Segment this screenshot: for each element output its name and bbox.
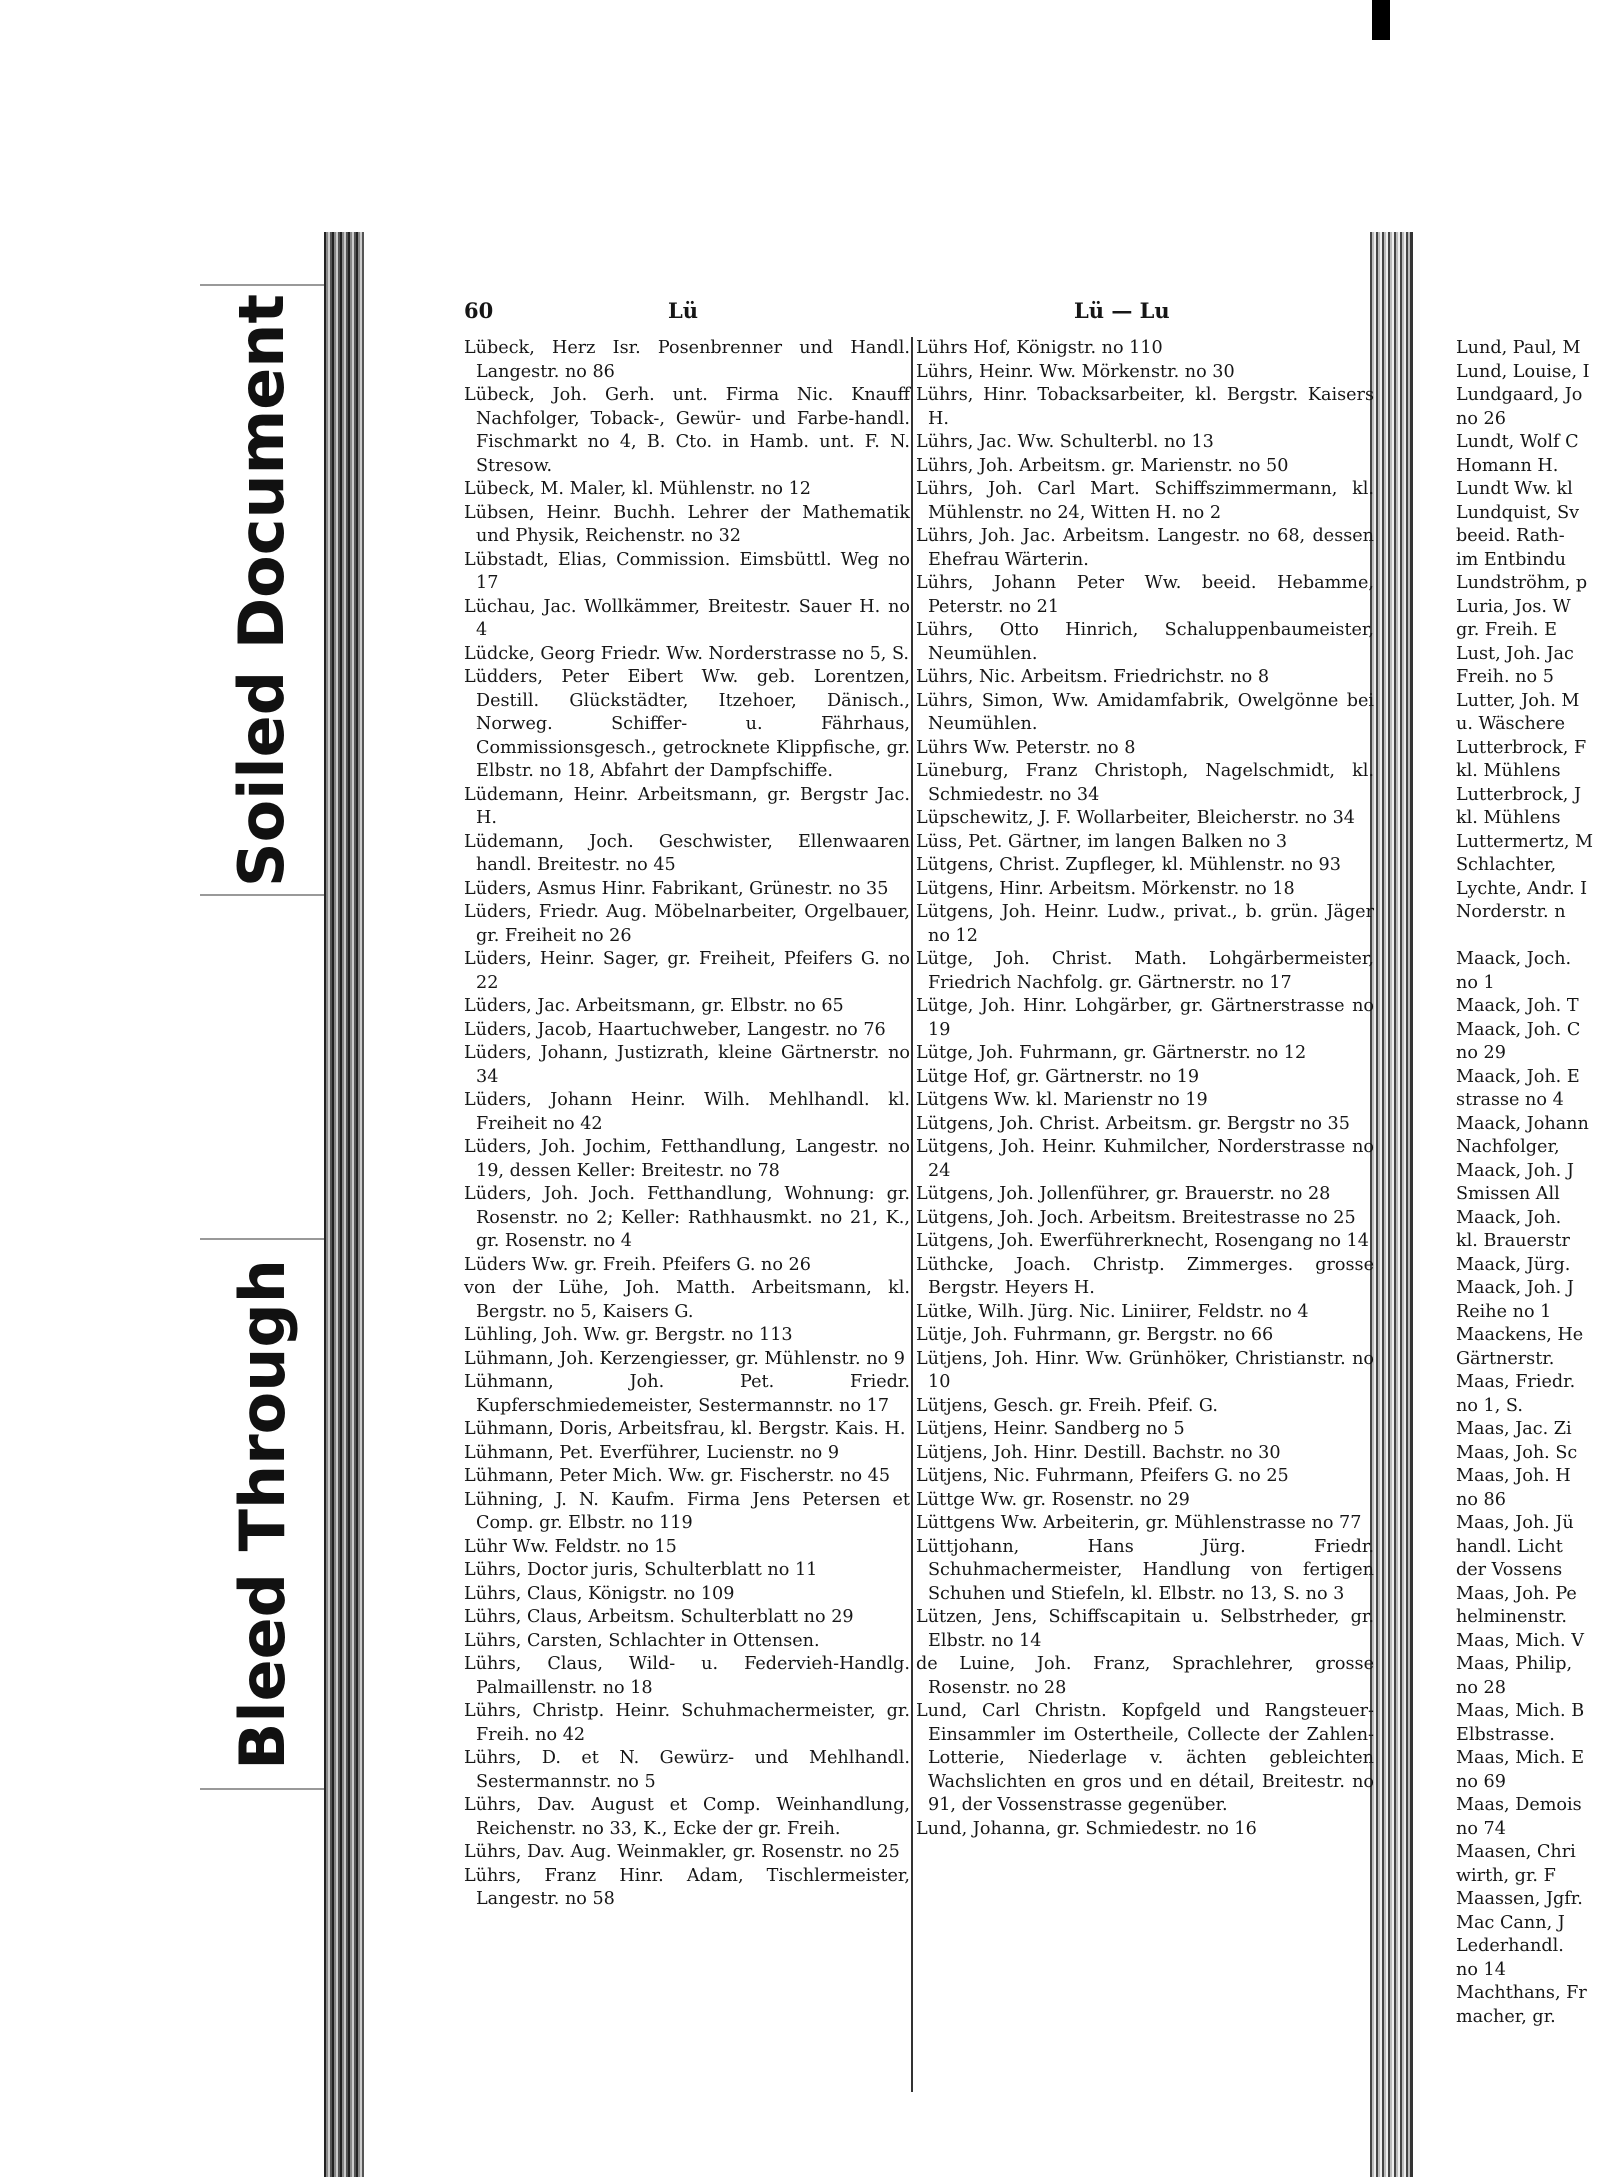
directory-entry: Lührs, Heinr. Ww. Mörkenstr. no 30 <box>916 361 1235 382</box>
directory-entry-fragment: no 86 <box>1456 1489 1506 1510</box>
directory-entry-fragment: no 1, S. <box>1456 1395 1523 1416</box>
directory-entry-fragment: no 1 <box>1456 972 1495 993</box>
directory-entry-fragment: Maas, Mich. B <box>1456 1701 1585 1721</box>
directory-entry-fragment: Lutter, Joh. M <box>1456 690 1580 711</box>
directory-entry-fragment: Maack, Joh. J <box>1456 1160 1574 1181</box>
directory-entry: Lütgens, Joh. Christ. Arbeitsm. gr. Bergstr no 35 <box>916 1113 1350 1134</box>
directory-entry: Lütgens, Joh. Jollenführer, gr. Brauerstr. no 28 <box>916 1184 1331 1204</box>
directory-entry-fragment: Maas, Joh. H <box>1456 1466 1571 1486</box>
directory-entry: Lübstadt, Elias, Commission. Eimsbüttl. Weg no 17 <box>464 549 910 593</box>
directory-entry-fragment: no 14 <box>1456 1959 1506 1980</box>
directory-entry: Lüders, Jacob, Haartuchweber, Langestr. no 76 <box>464 1019 886 1040</box>
directory-entry: Lübeck, M. Maler, kl. Mühlenstr. no 12 <box>464 479 811 499</box>
directory-entry: Lühling, Joh. Ww. gr. Bergstr. no 113 <box>464 1325 793 1345</box>
directory-entry: Lütjens, Heinr. Sandberg no 5 <box>916 1419 1185 1439</box>
directory-entry: Lührs, Dav. Aug. Weinmakler, gr. Rosenstr. no 25 <box>464 1842 900 1862</box>
directory-entry-fragment: Maas, Mich. E <box>1456 1748 1585 1768</box>
directory-entry: Lüders, Joh. Jochim, Fetthandlung, Langestr. no 19, dessen Keller: Breitestr. no 78 <box>464 1137 910 1181</box>
directory-entry: Lührs, Claus, Wild- u. Federvieh-Handlg. Palmaillenstr. no 18 <box>464 1654 910 1698</box>
directory-entry-fragment: Lundgaard, Jo <box>1456 385 1583 405</box>
bleed-through-label: Bleed Through <box>225 1258 299 1770</box>
directory-entry: Lütjens, Joh. Hinr. Ww. Grünhöker, Christianstr. no 10 <box>916 1348 1374 1392</box>
book-spine <box>324 232 364 2177</box>
directory-entry-fragment: macher, gr. <box>1456 2006 1556 2027</box>
directory-entry: Lüders, Joh. Joch. Fetthandlung, Wohnung: gr. Rosenstr. no 2; Keller: Rathhausmkt. no 21, K., gr. Rosenstr. no 4 <box>464 1184 910 1251</box>
directory-entry: Lührs, Claus, Arbeitsm. Schulterblatt no 29 <box>464 1607 854 1627</box>
directory-entry: Lüttge Ww. gr. Rosenstr. no 29 <box>916 1489 1190 1510</box>
directory-entry: Lütge, Joh. Fuhrmann, gr. Gärtnerstr. no 12 <box>916 1043 1307 1063</box>
directory-entry-fragment: no 74 <box>1456 1818 1506 1839</box>
directory-entry-fragment: Lutterbrock, J <box>1456 784 1581 805</box>
directory-entry-fragment: Reihe no 1 <box>1456 1301 1552 1322</box>
directory-entry-fragment: Maas, Philip, <box>1456 1654 1573 1674</box>
directory-entry: Lüttjohann, Hans Jürg. Friedr. Schuhmachermeister, Handlung von fertigen Schuhen und Stiefeln, kl. Elbstr. no 13, S. no 3 <box>916 1536 1374 1604</box>
directory-entry: Lund, Carl Christn. Kopfgeld und Rangsteuer-Einsammler im Ostertheile, Collecte der Zahlen-Lotterie, Niederlage v. ächten gebleichten Wachslichten en gros und en détail, Breitestr. no 91, der Vossenstrasse gegenüber. <box>916 1701 1374 1815</box>
directory-entry: Lührs, Simon, Ww. Amidamfabrik, Owelgönne bei Neumühlen. <box>916 690 1374 734</box>
directory-entry: Lühmann, Pet. Everführer, Lucienstr. no 9 <box>464 1442 840 1463</box>
directory-entry: Lührs, Joh. Carl Mart. Schiffszimmermann, kl. Mühlenstr. no 24, Witten H. no 2 <box>916 479 1374 523</box>
directory-entry: Lührs, Christp. Heinr. Schuhmachermeister, gr. Freih. no 42 <box>464 1701 910 1745</box>
directory-entry-fragment: Maack, Joh. E <box>1456 1066 1580 1087</box>
directory-entry-fragment: Mac Cann, J <box>1456 1912 1565 1933</box>
directory-entry-fragment: Norderstr. n <box>1456 902 1566 922</box>
column-divider <box>911 337 913 2092</box>
directory-entry: Lütgens, Christ. Zupfleger, kl. Mühlenstr. no 93 <box>916 855 1341 875</box>
directory-entry-fragment: Lychte, Andr. I <box>1456 878 1588 899</box>
directory-entry-fragment: Schlachter, <box>1456 855 1557 875</box>
directory-entry-fragment: Maas, Demois <box>1456 1795 1582 1815</box>
directory-entry-fragment: Maack, Joh. <box>1456 1207 1562 1228</box>
directory-entry: Lührs, Hinr. Tobacksarbeiter, kl. Bergstr. Kaisers H. <box>916 385 1374 429</box>
scan-edge-mark <box>1372 0 1390 40</box>
directory-entry: Lütgens, Joh. Joch. Arbeitsm. Breitestrasse no 25 <box>916 1207 1356 1228</box>
directory-entry: Lüttgens Ww. Arbeiterin, gr. Mühlenstrasse no 77 <box>916 1513 1362 1533</box>
directory-entry: Lührs Ww. Peterstr. no 8 <box>916 737 1136 758</box>
directory-entry: Lütgens, Joh. Heinr. Kuhmilcher, Norderstrasse no 24 <box>916 1137 1374 1181</box>
directory-entry-fragment: no 28 <box>1456 1677 1506 1698</box>
directory-entry: Lühning, J. N. Kaufm. Firma Jens Petersen et Comp. gr. Elbstr. no 119 <box>464 1489 910 1533</box>
directory-entry-fragment: no 69 <box>1456 1771 1506 1792</box>
directory-entry: Lührs, Carsten, Schlachter in Ottensen. <box>464 1630 820 1651</box>
directory-entry: Lüthcke, Joach. Christp. Zimmerges. grosse Bergstr. Heyers H. <box>916 1254 1374 1298</box>
directory-entry-fragment: Lundt Ww. kl <box>1456 479 1573 499</box>
directory-entry: Lühmann, Doris, Arbeitsfrau, kl. Bergstr. Kais. H. <box>464 1419 906 1439</box>
directory-entry-fragment: Luttermertz, M <box>1456 831 1594 852</box>
directory-entry-fragment: Lutterbrock, F <box>1456 737 1587 758</box>
directory-entry: Lübeck, Joh. Gerh. unt. Firma Nic. Knauff Nachfolger, Toback-, Gewür- und Farbe-handl. Fischmarkt no 4, B. Cto. in Hamb. unt. F. N. Stresow. <box>464 385 910 476</box>
directory-entry: Lütje, Joh. Fuhrmann, gr. Bergstr. no 66 <box>916 1325 1274 1345</box>
directory-entry-fragment: strasse no 4 <box>1456 1090 1564 1110</box>
directory-entry-fragment: Maack, Joch. <box>1456 949 1572 969</box>
directory-entry-fragment: Freih. no 5 <box>1456 667 1554 687</box>
directory-entry-fragment: Maack, Johann <box>1456 1113 1589 1134</box>
directory-entry-fragment: handl. Licht <box>1456 1536 1563 1557</box>
directory-entry-fragment: Maack, Joh. C <box>1456 1019 1581 1040</box>
directory-entry: Lütge, Joh. Christ. Math. Lohgärbermeister, Friedrich Nachfolg. gr. Gärtnerstr. no 17 <box>916 949 1374 993</box>
directory-entry: Lütgens, Hinr. Arbeitsm. Mörkenstr. no 18 <box>916 878 1295 899</box>
directory-entry-fragment: Lederhandl. <box>1456 1936 1564 1956</box>
directory-entry: Lührs, Otto Hinrich, Schaluppenbaumeister, Neumühlen. <box>916 620 1374 664</box>
directory-entry-fragment: no 26 <box>1456 408 1506 429</box>
directory-entry: Lührs, Claus, Königstr. no 109 <box>464 1583 735 1604</box>
directory-entry-fragment: Lundquist, Sv <box>1456 502 1580 523</box>
directory-entry: Lüders, Jac. Arbeitsmann, gr. Elbstr. no 65 <box>464 996 844 1016</box>
directory-entry-fragment: u. Wäschere <box>1456 714 1566 734</box>
directory-entry-fragment: im Entbindu <box>1456 549 1566 570</box>
directory-entry-fragment: Gärtnerstr. <box>1456 1348 1555 1369</box>
directory-entry-fragment: der Vossens <box>1456 1560 1563 1580</box>
directory-entry: Lüdcke, Georg Friedr. Ww. Norderstrasse no 5, S. <box>464 643 909 664</box>
directory-entry-fragment: Lund, Paul, M <box>1456 338 1581 358</box>
directory-entry: Lühr Ww. Feldstr. no 15 <box>464 1536 677 1557</box>
directory-entry-fragment: no 29 <box>1456 1043 1506 1063</box>
directory-entry: Lütge Hof, gr. Gärtnerstr. no 19 <box>916 1066 1200 1087</box>
directory-entry: Lüders, Friedr. Aug. Möbelnarbeiter, Orgelbauer, gr. Freiheit no 26 <box>464 902 910 946</box>
directory-entry: Lüders, Johann Heinr. Wilh. Mehlhandl. kl. Freiheit no 42 <box>464 1090 910 1134</box>
directory-entry: Lübsen, Heinr. Buchh. Lehrer der Mathematik und Physik, Reichenstr. no 32 <box>464 502 910 546</box>
directory-entry-fragment <box>1456 925 1596 949</box>
directory-entry-fragment: Elbstrasse. <box>1456 1724 1555 1745</box>
directory-entry-fragment: Machthans, Fr <box>1456 1983 1587 2003</box>
directory-entry: Lüders, Johann, Justizrath, kleine Gärtnerstr. no 34 <box>464 1043 910 1087</box>
directory-entry: Lütjens, Nic. Fuhrmann, Pfeifers G. no 25 <box>916 1466 1289 1486</box>
directory-entry: Lüders, Asmus Hinr. Fabrikant, Grünestr. no 35 <box>464 878 889 899</box>
directory-entry: Lührs, Jac. Ww. Schulterbl. no 13 <box>916 432 1214 452</box>
directory-entry-fragment: Luria, Jos. W <box>1456 596 1571 617</box>
directory-entry: Lührs, Joh. Jac. Arbeitsm. Langestr. no 68, dessen Ehefrau Wärterin. <box>916 526 1374 570</box>
directory-entry-fragment: Maas, Jac. Zi <box>1456 1419 1572 1439</box>
directory-entry: Lüdders, Peter Eibert Ww. geb. Lorentzen, Destill. Glückstädter, Itzehoer, Dänisch., Norweg. Schiffer- u. Fährhaus, Commissionsgesch., getrocknete Klippfische, gr. Elbstr. no 18, Abfahrt der Dampfschiffe. <box>464 667 910 781</box>
directory-entry: Lührs, Johann Peter Ww. beeid. Hebamme, Peterstr. no 21 <box>916 573 1374 617</box>
directory-entry-fragment: Maas, Joh. Sc <box>1456 1442 1578 1463</box>
running-head-center: Lü <box>668 298 699 323</box>
bleed-through-tab <box>200 1238 326 1790</box>
directory-entry-fragment: Nachfolger, <box>1456 1137 1560 1157</box>
directory-entry-fragment: Maasen, Chri <box>1456 1842 1576 1862</box>
directory-entry: Lühmann, Peter Mich. Ww. gr. Fischerstr. no 45 <box>464 1466 891 1486</box>
directory-entry: Lüss, Pet. Gärtner, im langen Balken no 3 <box>916 831 1288 852</box>
directory-entry: Lübeck, Herz Isr. Posenbrenner und Handl. Langestr. no 86 <box>464 338 910 382</box>
directory-entry: Lütke, Wilh. Jürg. Nic. Liniirer, Feldstr. no 4 <box>916 1301 1309 1322</box>
directory-entry-fragment: kl. Brauerstr <box>1456 1231 1570 1251</box>
directory-entry-fragment: Maas, Mich. V <box>1456 1630 1584 1651</box>
directory-column-middle <box>916 337 1374 1841</box>
directory-entry-fragment: Maack, Joh. J <box>1456 1278 1574 1298</box>
directory-entry: Lührs, Franz Hinr. Adam, Tischlermeister, Langestr. no 58 <box>464 1865 910 1909</box>
directory-entry-fragment: Homann H. <box>1456 455 1559 476</box>
directory-entry: von der Lühe, Joh. Matth. Arbeitsmann, kl. Bergstr. no 5, Kaisers G. <box>464 1278 910 1322</box>
directory-entry: Lühmann, Joh. Kerzengiesser, gr. Mühlenstr. no 9 <box>464 1348 905 1369</box>
directory-entry-fragment: Maack, Jürg. <box>1456 1254 1571 1275</box>
directory-entry: Lütjens, Gesch. gr. Freih. Pfeif. G. <box>916 1395 1218 1416</box>
running-head-right: Lü — Lu <box>1074 298 1170 323</box>
directory-entry-fragment: gr. Freih. E <box>1456 620 1557 640</box>
directory-entry: Lührs Hof, Königstr. no 110 <box>916 338 1163 358</box>
directory-entry-fragment: Smissen All <box>1456 1184 1560 1204</box>
directory-entry-fragment: Maas, Friedr. <box>1456 1372 1576 1392</box>
directory-entry-fragment: Maas, Joh. Jü <box>1456 1513 1574 1533</box>
directory-entry: Lüneburg, Franz Christoph, Nagelschmidt, kl. Schmiedestr. no 34 <box>916 761 1374 805</box>
directory-entry-fragment: kl. Mühlens <box>1456 808 1561 828</box>
directory-entry-fragment: Maackens, He <box>1456 1325 1584 1345</box>
directory-entry: Lührs, Doctor juris, Schulterblatt no 11 <box>464 1560 818 1580</box>
page-gutter <box>1370 232 1410 2177</box>
directory-entry-fragment: Lundströhm, p <box>1456 573 1588 593</box>
directory-entry-fragment: helminenstr. <box>1456 1607 1567 1627</box>
directory-entry: de Luine, Joh. Franz, Sprachlehrer, grosse Rosenstr. no 28 <box>916 1654 1374 1698</box>
directory-entry-fragment: kl. Mühlens <box>1456 761 1561 781</box>
directory-column-right-fragment <box>1456 337 1596 2029</box>
directory-entry: Lütgens, Joh. Heinr. Ludw., privat., b. grün. Jäger no 12 <box>916 902 1374 946</box>
directory-entry-fragment: Maas, Joh. Pe <box>1456 1583 1577 1604</box>
directory-entry: Lütjens, Joh. Hinr. Destill. Bachstr. no 30 <box>916 1442 1281 1463</box>
directory-entry: Lührs, Dav. August et Comp. Weinhandlung, Reichenstr. no 33, K., Ecke der gr. Freih. <box>464 1795 910 1839</box>
directory-entry-fragment: Maack, Joh. T <box>1456 996 1579 1016</box>
directory-entry: Lund, Johanna, gr. Schmiedestr. no 16 <box>916 1818 1257 1839</box>
directory-entry: Lütgens, Joh. Ewerführerknecht, Rosengang no 14 <box>916 1231 1369 1251</box>
directory-entry: Lüchau, Jac. Wollkämmer, Breitestr. Sauer H. no 4 <box>464 596 910 640</box>
directory-entry: Lührs, Nic. Arbeitsm. Friedrichstr. no 8 <box>916 667 1270 687</box>
directory-entry: Lüdemann, Heinr. Arbeitsmann, gr. Bergstr Jac. H. <box>464 784 910 828</box>
directory-entry-fragment: beeid. Rath- <box>1456 526 1565 546</box>
soiled-document-tab <box>200 284 326 896</box>
directory-entry-fragment: Lundt, Wolf C <box>1456 432 1579 452</box>
directory-entry: Lührs, Joh. Arbeitsm. gr. Marienstr. no 50 <box>916 455 1289 476</box>
directory-entry: Lütge, Joh. Hinr. Lohgärber, gr. Gärtnerstrasse no 19 <box>916 996 1374 1040</box>
directory-entry: Lützen, Jens, Schiffscapitain u. Selbstrheder, gr. Elbstr. no 14 <box>916 1607 1374 1651</box>
directory-column-left <box>464 337 910 1912</box>
directory-entry-fragment: Lund, Louise, I <box>1456 361 1590 382</box>
directory-entry: Lüders, Heinr. Sager, gr. Freiheit, Pfeifers G. no 22 <box>464 949 910 993</box>
directory-entry: Lüpschewitz, J. F. Wollarbeiter, Bleicherstr. no 34 <box>916 808 1355 828</box>
directory-entry: Lührs, D. et N. Gewürz- und Mehlhandl. Sestermannstr. no 5 <box>464 1748 910 1792</box>
directory-entry: Lütgens Ww. kl. Marienstr no 19 <box>916 1090 1208 1110</box>
directory-entry-fragment: Maassen, Jgfr. <box>1456 1889 1583 1909</box>
directory-entry: Lüders Ww. gr. Freih. Pfeifers G. no 26 <box>464 1254 811 1275</box>
directory-entry: Lühmann, Joh. Pet. Friedr. Kupferschmiedemeister, Sestermannstr. no 17 <box>464 1372 910 1416</box>
page-number: 60 <box>464 298 494 323</box>
directory-entry-fragment: Lust, Joh. Jac <box>1456 643 1574 664</box>
directory-entry: Lüdemann, Joch. Geschwister, Ellenwaaren handl. Breitestr. no 45 <box>464 831 910 875</box>
directory-entry-fragment: wirth, gr. F <box>1456 1865 1556 1886</box>
soiled-document-label: Soiled Document <box>225 293 299 887</box>
